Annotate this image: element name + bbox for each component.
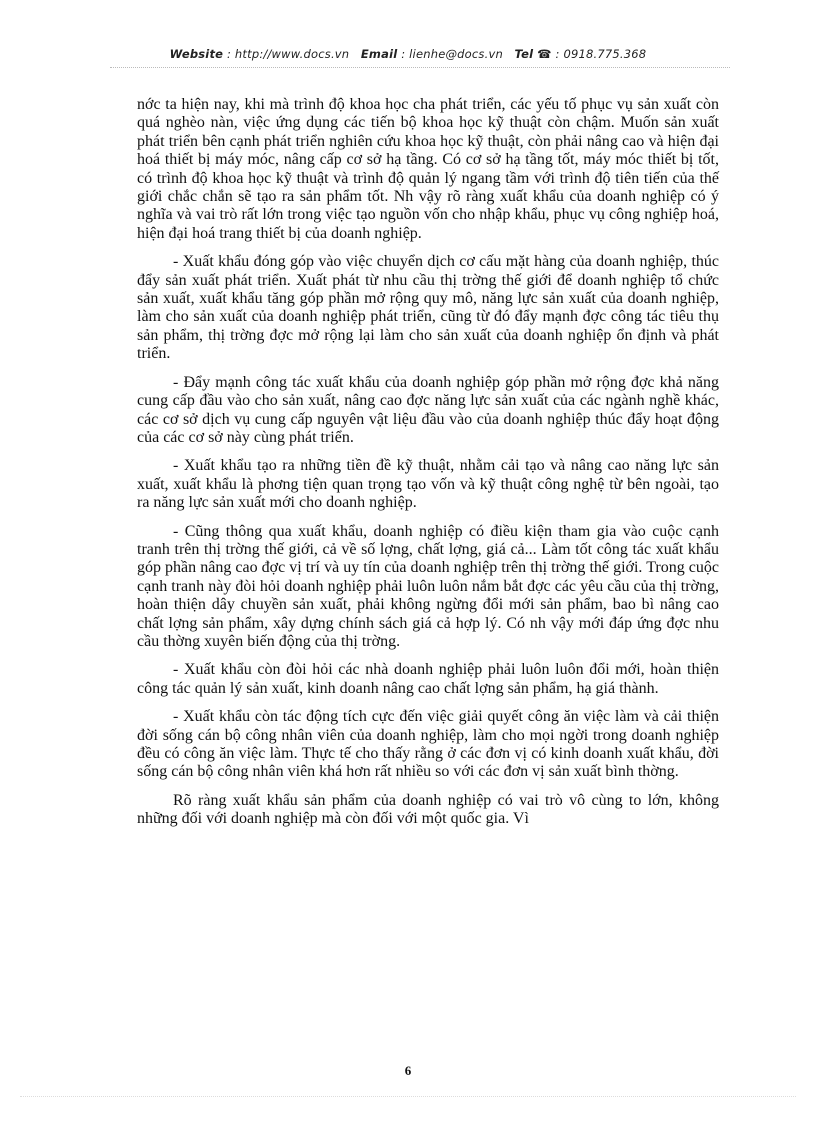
page-header	[0, 47, 816, 61]
email-address[interactable]: : lienhe@docs.vn	[401, 47, 503, 61]
paragraph-8: Rõ ràng xuất khẩu sản phẩm của doanh nghiệp có vai trò vô cùng to lớn, không những đối với doanh nghiệp mà còn đối với một quốc gia. Vì	[137, 791, 719, 828]
paragraph-2: - Xuất khẩu đóng góp vào việc chuyển dịch cơ cấu mặt hàng của doanh nghiệp, thúc đẩy sản xuất phát triển. Xuất phát từ nhu cầu thị trờng thế giới để doanh nghiệp tổ chức sản xuất, xuất khẩu tăng góp phần mở rộng quy mô, năng lực sản xuất của doanh nghiệp, làm cho sản xuất của doanh nghiệp phát triển, cũng từ đó đẩy mạnh đợc công tác tiêu thụ sản phẩm, thị trờng đợc mở rộng lại làm cho sản xuất của doanh nghiệp ổn định và phát triển.	[137, 253, 719, 363]
paragraph-3: - Đẩy mạnh công tác xuất khẩu của doanh nghiệp góp phần mở rộng đợc khả năng cung cấp đầu vào cho sản xuất, nâng cao đợc năng lực sản xuất của các ngành nghề khác, các cơ sở dịch vụ cung cấp nguyên vật liệu đầu vào của doanh nghiệp thúc đẩy hoạt động của các cơ sở này cùng phát triển.	[137, 373, 719, 446]
footer-divider	[20, 1096, 796, 1097]
tel-label: Tel	[514, 47, 534, 61]
paragraph-4: - Xuất khẩu tạo ra những tiền đề kỹ thuật, nhằm cải tạo và nâng cao năng lực sản xuất, xuất khẩu là phơng tiện quan trọng tạo vốn và kỹ thuật công nghệ từ bên ngoài, tạo ra năng lực sản xuất mới cho doanh nghiệp.	[137, 457, 719, 512]
website-url[interactable]: : http://www.docs.vn	[227, 47, 350, 61]
email-label: Email	[360, 47, 398, 61]
page-number: 6	[404, 1063, 412, 1078]
paragraph-1: nớc ta hiện nay, khi mà trình độ khoa học cha phát triển, các yếu tố phục vụ sản xuất còn quá nghèo nàn, việc ứng dụng các tiến bộ khoa học kỹ thuật còn chậm. Muốn sản xuất phát triển bên cạnh phát triển nghiên cứu khoa học kỹ thuật, còn phải nâng cao và hiện đại hoá thiết bị máy móc, nâng cấp cơ sở hạ tầng. Có cơ sở hạ tầng tốt, máy móc thiết bị tốt, có trình độ khoa học kỹ thuật và trình độ quản lý ngang tầm với trình độ tiên tiến của thế giới chắc chắn sẽ tạo ra sản phẩm tốt. Nh vậy rõ ràng xuất khẩu của doanh nghiệp có ý nghĩa và vai trò rất lớn trong việc tạo nguồn vốn cho nhập khẩu, phục vụ công nghiệp hoá, hiện đại hoá trang thiết bị của doanh nghiệp.	[137, 96, 719, 242]
document-body	[137, 96, 719, 839]
header-divider	[110, 67, 730, 68]
website-label: Website	[169, 47, 224, 61]
paragraph-5: - Cũng thông qua xuất khẩu, doanh nghiệp có điều kiện tham gia vào cuộc cạnh tranh trên thị trờng thế giới, cả về số lợng, chất lợng, giá cả... Làm tốt công tác xuất khẩu góp phần nâng cao đợc vị trí và uy tín của doanh nghiệp trên thị trờng thế giới. Trong cuộc cạnh tranh này đòi hỏi doanh nghiệp phải luôn luôn nắm bắt đợc các yêu cầu của thị trờng, hoàn thiện dây chuyền sản xuất, phải không ngừng đổi mới sản phẩm, bao bì nâng cao chất lợng sản phẩm, xây dựng chính sách giá cả hợp lý. Có nh vậy mới đáp ứng đợc nhu cầu thờng xuyên biến động của thị trờng.	[137, 522, 719, 650]
paragraph-6: - Xuất khẩu còn đòi hỏi các nhà doanh nghiệp phải luôn luôn đổi mới, hoàn thiện công tác quản lý sản xuất, kinh doanh nâng cao chất lợng sản phẩm, hạ giá thành.	[137, 661, 719, 697]
tel-number: : 0918.775.368	[555, 47, 647, 61]
paragraph-7: - Xuất khẩu còn tác động tích cực đến việc giải quyết công ăn việc làm và cải thiện đời sống cán bộ công nhân viên của doanh nghiệp, làm cho mọi ngời trong doanh nghiệp đều có công ăn việc làm. Thực tế cho thấy rằng ở các đơn vị có kinh doanh xuất khẩu, đời sống cán bộ công nhân viên khá hơn rất nhiều so với các đơn vị sản xuất bình thờng.	[137, 708, 719, 781]
phone-icon: ☎	[537, 47, 552, 61]
